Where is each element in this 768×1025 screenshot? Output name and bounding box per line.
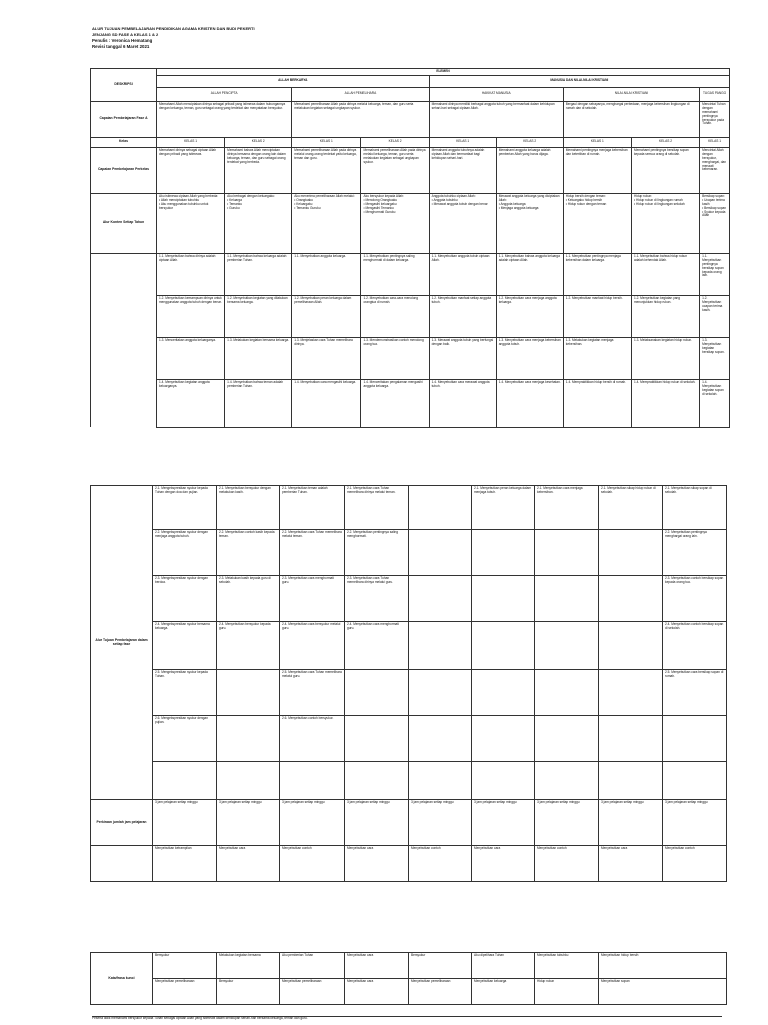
tujuan2-cell: 2.5. Menyebutkan cara Tuhan memelihara melalui guru. bbox=[280, 670, 345, 716]
kelas-cell: KELAS 2 bbox=[225, 137, 292, 147]
tujuan2-cell bbox=[409, 530, 472, 576]
row-label-tujuan-blank bbox=[91, 253, 157, 427]
kunci-cell: Melakukan kegiatan bersama bbox=[217, 953, 280, 979]
tujuan-cell: 1.3. Merawat anggota tubuh yang berfungsi dengan baik. bbox=[429, 337, 496, 379]
kata-cell: Menyebutkan cara bbox=[217, 846, 280, 882]
tujuan-cell: 1.4. Menyebutkan kegiatan sopan di sekolah. bbox=[700, 379, 730, 427]
tujuan2-cell: 2.1. Mengekspresikan syukur kepada Tuhan dengan doa dan pujian. bbox=[153, 486, 217, 530]
tujuan2-cell bbox=[409, 670, 472, 716]
tujuan2-cell: 2.6. Mengekspresikan syukur dengan pujian. bbox=[153, 716, 217, 762]
sub-hakikat-manusia: HAKIKAT MANUSIA bbox=[429, 87, 563, 101]
cpk-cell: Memahami bahwa Allah menciptakan dirinya bersama dengan orang lain dalam keluarga, teman, dan guru sebagai orang terdekat yang berbeda. bbox=[225, 147, 292, 193]
kata-cell: Menyebutkan cara bbox=[345, 846, 409, 882]
tujuan-cell: 1.2. Menyebutkan kegiatan yang dilakukan bersama keluarga. bbox=[225, 295, 292, 337]
jam-cell: 3 jam pelajaran setiap minggu bbox=[153, 800, 217, 846]
tujuan-cell: 1.1. Menyebutkan anggota keluarga. bbox=[292, 253, 361, 295]
tujuan2-cell: 2.2. Mengekspresikan syukur dengan menjaga anggota tubuh. bbox=[153, 530, 217, 576]
jam-cell: 3 jam pelajaran setiap minggu bbox=[345, 800, 409, 846]
cpk-cell: Memahami pemeliharaan Allah pada dirinya melalui orang-orang terdekat yaitu keluarga, teman dan guru. bbox=[292, 147, 361, 193]
kelas-cell: KELAS 1 bbox=[292, 137, 361, 147]
kunci-cell: Menyebutkan sopan bbox=[599, 979, 727, 1005]
tujuan2-cell: 2.2. Menyebutkan pentingnya saling menghormati. bbox=[345, 530, 409, 576]
kunci-cell: Menyebutkan pemeliharaan bbox=[280, 979, 345, 1005]
tujuan-cell: 1.2. Menyebutkan kemampuan dirinya untuk menggunakan anggota tubuh dengan benar. bbox=[157, 295, 225, 337]
kunci-cell: Aku dipelihara Tuhan bbox=[472, 953, 535, 979]
tujuan2-cell bbox=[153, 762, 217, 800]
tujuan2-cell bbox=[535, 670, 599, 716]
row-label-kelas: Kelas bbox=[91, 137, 157, 147]
tujuan2-cell bbox=[472, 670, 535, 716]
tujuan2-cell: 2.3. Menyebutkan cara menghormati guru. bbox=[280, 576, 345, 622]
row-label-alur-konten: Alur Konten Setiap Tahun bbox=[91, 193, 157, 253]
atp-table-part-2 bbox=[90, 485, 727, 882]
tujuan2-cell: 2.2. Menyebutkan contoh kasih kepada teman. bbox=[217, 530, 280, 576]
tujuan-cell: 1.1. Menyebutkan pentingnya bersikap sopan kepada orang lain. bbox=[700, 253, 730, 295]
tujuan-cell: 1.3. Melakukan kegiatan bersama keluarga. bbox=[225, 337, 292, 379]
kelas-cell: KELAS 2 bbox=[631, 137, 699, 147]
cpk-cell: Mencintai Allah dengan bersyukur, menghargai, dan menaati kebenaran. bbox=[700, 147, 730, 193]
row-label-alur-tujuan: Alur Tujuan Pembelajaran dalam setiap fase bbox=[91, 486, 153, 800]
tujuan2-cell bbox=[663, 716, 727, 762]
kunci-cell: Bersyukur bbox=[409, 953, 472, 979]
row-label-capaian-fase: Capaian Pembelajaran Fase A bbox=[91, 101, 157, 137]
footer-description: Peserta didik memahami bersyukur kepada Tuhan sebagai ciptaan Allah yang istimewa dalam kehidupan sehari-hari bersama keluarga, teman dan guru. bbox=[92, 1016, 722, 1025]
tujuan-cell: 1.2. Menyebutkan cara-cara menolong orangtua di rumah. bbox=[361, 295, 429, 337]
tujuan2-cell bbox=[472, 530, 535, 576]
tujuan2-cell: 2.3. Menyebutkan contoh bersikap sopan kepada orang tua. bbox=[663, 576, 727, 622]
cp-cell: Mencintai Tuhan dengan memahami pentingnya bersyukur pada Tuhan. bbox=[700, 101, 730, 137]
tujuan2-cell bbox=[599, 576, 663, 622]
cpk-cell: Memahami anggota keluarga adalah pemberian Allah yang harus dijaga. bbox=[496, 147, 563, 193]
tujuan2-cell bbox=[599, 670, 663, 716]
kata-cell: Menyebutkan contoh bbox=[280, 846, 345, 882]
tujuan-cell: 1.2. Menyebutkan manfaat setiap anggota tubuh. bbox=[429, 295, 496, 337]
tujuan2-cell bbox=[217, 762, 280, 800]
jam-cell: 3 jam pelajaran setiap minggu bbox=[280, 800, 345, 846]
tujuan-cell: 1.4. Menyebutkan cara mengasihi keluarga. bbox=[292, 379, 361, 427]
tujuan-cell: 1.3. Melakukan kegiatan menjaga kebersihan. bbox=[563, 337, 631, 379]
tujuan2-cell: 2.2. Menyebutkan cara Tuhan memelihara melalui teman. bbox=[280, 530, 345, 576]
tujuan2-cell bbox=[535, 716, 599, 762]
cpk-cell: Memahami pemeliharaan Allah pada dirinya melalui keluarga, teman, guru serta melakukan kegiatan sebagai ungkapan syukur. bbox=[361, 147, 429, 193]
kelas-cell: KELAS 2 bbox=[496, 137, 563, 147]
tujuan-cell: 1.3. Menceritakan anggota keluarganya. bbox=[157, 337, 225, 379]
kunci-cell: Menyebutkan keluarga bbox=[472, 979, 535, 1005]
kata-cell: Menyebutkan contoh bbox=[535, 846, 599, 882]
tujuan-cell: 1.1. Menyebutkan pentingnya menjaga kebersihan dalam keluarga. bbox=[563, 253, 631, 295]
kunci-cell: Menyebutkan cara bbox=[345, 979, 409, 1005]
tujuan2-cell: 2.6. Menyebutkan contoh bersyukur. bbox=[280, 716, 345, 762]
tujuan2-cell bbox=[409, 762, 472, 800]
tujuan2-cell bbox=[217, 670, 280, 716]
deskripsi-header: DESKRIPSI bbox=[91, 69, 157, 102]
tujuan2-cell bbox=[409, 486, 472, 530]
tujuan2-cell: 2.3. Melakukan kasih kepada guru di sekolah. bbox=[217, 576, 280, 622]
tujuan2-cell bbox=[472, 622, 535, 670]
konten-cell: Bersikap sopan: • Ucapan terima kasih • Bersikap sopan • Syukur kepada Allah bbox=[700, 193, 730, 253]
kelas-cell: KELAS 1 bbox=[157, 137, 225, 147]
sub-allah-pencipta: ALLAH PENCIPTA bbox=[157, 87, 292, 101]
header-author: Penulis : Veronica Hematang bbox=[92, 38, 153, 43]
tujuan2-cell bbox=[663, 762, 727, 800]
konten-cell: Anggota tubuhku ciptaan Allah: • Anggota tubuhku • Merawat anggota tubuh dengan benar bbox=[429, 193, 496, 253]
tujuan2-cell: 2.3. Mengekspresikan syukur dengan berdoa. bbox=[153, 576, 217, 622]
tujuan-cell: 1.3. Melaksanakan kegiatan hidup rukun. bbox=[631, 337, 699, 379]
tujuan-cell: 1.1. Menyebutkan pentingnya saling menghormati di dalam keluarga. bbox=[361, 253, 429, 295]
tujuan2-cell: 2.4. Menyebutkan cara bersyukur melalui guru. bbox=[280, 622, 345, 670]
kelas-cell: KELAS 1 bbox=[429, 137, 496, 147]
sub-nilai-kristiani: NILAI-NILAI KRISTIANI bbox=[563, 87, 699, 101]
kunci-cell: Menyebutkan pemeliharaan bbox=[153, 979, 217, 1005]
tujuan2-cell: 2.1. Menyebutkan sikap hidup rukun di sekolah. bbox=[599, 486, 663, 530]
kata-cell: Menyebutkan cara bbox=[599, 846, 663, 882]
tujuan2-cell bbox=[599, 716, 663, 762]
tujuan2-cell bbox=[599, 622, 663, 670]
tujuan-cell: 1.2. Menyebutkan peran keluarga dalam pemeliharaan Allah. bbox=[292, 295, 361, 337]
tujuan2-cell: 2.1. Menyebutkan cara Tuhan memelihara dirinya melalui teman. bbox=[345, 486, 409, 530]
tujuan-cell: 1.3. Menyebutkan cara menjaga kebersihan anggota tubuh. bbox=[496, 337, 563, 379]
kunci-cell: Bersyukur bbox=[217, 979, 280, 1005]
kelas-cell: KELAS 1 bbox=[563, 137, 631, 147]
tujuan2-cell: 2.5. Menyebutkan cara bersikap sopan di rumah. bbox=[663, 670, 727, 716]
row-label-jam-pelajaran: Perkiraan jumlah jam pelajaran bbox=[91, 800, 153, 846]
tujuan2-cell bbox=[535, 622, 599, 670]
kunci-cell: Menyebutkan cara bbox=[345, 953, 409, 979]
header-title: ALUR TUJUAN PEMBELAJARAN PENDIDIKAN AGAMA KRISTEN DAN BUDI PEKERTI bbox=[92, 26, 255, 31]
cpk-cell: Memahami anggota tubuhnya adalah ciptaan Allah dan bermanfaat bagi kehidupan sehari-hari. bbox=[429, 147, 496, 193]
tujuan2-cell bbox=[217, 716, 280, 762]
tujuan-cell: 1.3. Menyebutkan kegiatan bersikap sopan. bbox=[700, 337, 730, 379]
kelas-cell: KELAS 1 bbox=[700, 137, 730, 147]
cp-cell: Memahami Allah menciptakan dirinya sebagai pribadi yang istimewa dalam hubungannya dengan keluarga, teman, guru sebagai orang yang terdekat dan menyatakan bersyukur. bbox=[157, 101, 292, 137]
tujuan2-cell bbox=[472, 576, 535, 622]
jam-cell: 3 jam pelajaran setiap minggu bbox=[663, 800, 727, 846]
tujuan-cell: 1.2. Menyebutkan ucapan terima kasih. bbox=[700, 295, 730, 337]
tujuan-cell: 1.3. Menjelaskan cara Tuhan memelihara dirinya. bbox=[292, 337, 361, 379]
kunci-cell: Hidup rukun bbox=[535, 979, 599, 1005]
tujuan2-cell bbox=[345, 670, 409, 716]
tujuan-cell: 1.4. Menyebutkan cara menjaga kesehatan. bbox=[496, 379, 563, 427]
tujuan2-cell: 2.3. Menyebutkan cara Tuhan memelihara dirinya melalui guru. bbox=[345, 576, 409, 622]
kata-cell: Menyebutkan cara bbox=[472, 846, 535, 882]
tujuan2-cell: 2.2. Menyebutkan pentingnya menghargai orang lain. bbox=[663, 530, 727, 576]
tujuan2-cell bbox=[280, 762, 345, 800]
jam-cell: 3 jam pelajaran setiap minggu bbox=[599, 800, 663, 846]
tujuan-cell: 1.2. Menyebutkan kegiatan yang menunjukkan hidup rukun. bbox=[631, 295, 699, 337]
tujuan2-cell bbox=[535, 762, 599, 800]
tujuan2-cell bbox=[345, 716, 409, 762]
konten-cell: Hidup rukun: • Hidup rukun di lingkungan rumah • Hidup rukun di lingkungan sekolah bbox=[631, 193, 699, 253]
cpk-cell: Memahami dirinya sebagai ciptaan Allah dengan pribadi yang istimewa. bbox=[157, 147, 225, 193]
tujuan-cell: 1.1. Menyebutkan anggota tubuh ciptaan Allah. bbox=[429, 253, 496, 295]
elemen-header: ELEMEN bbox=[157, 69, 730, 76]
tujuan-cell: 1.4. Mempraktikkan hidup rukun di sekolah. bbox=[631, 379, 699, 427]
header-revision: Revisi tanggal 6 Maret 2021 bbox=[92, 44, 150, 49]
kata-cell: Menyebutkan contoh bbox=[663, 846, 727, 882]
cp-cell: Memahami dirinya memiliki berbagai anggota tubuh yang bermanfaat dalam kehidupan sehari-hari sebagai ciptaan Allah. bbox=[429, 101, 563, 137]
cp-cell: Memahami pemeliharaan Allah pada dirinya melalui keluarga, teman, dan guru serta melakukan kegiatan sebagai ungkapan syukur. bbox=[292, 101, 429, 137]
tujuan-cell: 1.1. Menyebutkan bahwa keluarga adalah pemberian Tuhan. bbox=[225, 253, 292, 295]
tujuan-cell: 1.2. Menyebutkan cara menjaga anggota keluarga. bbox=[496, 295, 563, 337]
tujuan2-cell bbox=[472, 762, 535, 800]
cp-cell: Bergaul dengan sebayanya, menghargai perbedaan, menjaga kebersihan lingkungan di rumah dan di sekolah. bbox=[563, 101, 699, 137]
atp-table-part-3 bbox=[90, 952, 727, 1005]
tujuan2-cell: 2.1. Menyebutkan peran keluarga dalam menjaga tubuh. bbox=[472, 486, 535, 530]
atp-table-part-1 bbox=[90, 68, 730, 428]
cpk-cell: Memahami pentingnya bersikap sopan kepada semua orang di sekolah. bbox=[631, 147, 699, 193]
kunci-cell: Aku pemberian Tuhan bbox=[280, 953, 345, 979]
row-label-blank bbox=[91, 846, 153, 882]
konten-cell: Aku bersyukur kepada Allah: • Menolong Orangtuaku • Mengasihi keluargaku • Mengasihi Temanku • Menghormati Guruku bbox=[361, 193, 429, 253]
konten-cell: Aku menerima pemeliharaan Allah melalui: • Orangtuaku • Keluargaku • Temanku Guruku bbox=[292, 193, 361, 253]
tujuan2-cell bbox=[345, 762, 409, 800]
tujuan2-cell bbox=[535, 576, 599, 622]
row-label-kata-kunci: Kata/frasa kunci bbox=[91, 953, 153, 1005]
tujuan2-cell bbox=[409, 716, 472, 762]
kunci-cell: Bersyukur bbox=[153, 953, 217, 979]
tujuan-cell: 1.4. Menyebutkan cara merawat anggota tubuh. bbox=[429, 379, 496, 427]
konten-cell: Hidup bersih dengan teman: • Keluargaku hidup bersih • Hidup rukun dengan teman bbox=[563, 193, 631, 253]
jam-cell: 3 jam pelajaran setiap minggu bbox=[535, 800, 599, 846]
tujuan2-cell bbox=[409, 622, 472, 670]
kata-cell: Menyebutkan ketrampilan bbox=[153, 846, 217, 882]
tujuan-cell: 1.1. Menyebutkan bahwa anggota keluarga adalah ciptaan Allah. bbox=[496, 253, 563, 295]
tujuan-cell: 1.4. Menyebutkan bahwa teman adalah pemberian Tuhan. bbox=[225, 379, 292, 427]
tujuan-cell: 1.4. Mempraktikkan hidup bersih di rumah. bbox=[563, 379, 631, 427]
tujuan2-cell: 2.1. Menyebutkan teman adalah pemberian Tuhan. bbox=[280, 486, 345, 530]
tujuan2-cell bbox=[472, 716, 535, 762]
tujuan2-cell bbox=[535, 530, 599, 576]
tujuan-cell: 1.2. Menyebutkan manfaat hidup bersih. bbox=[563, 295, 631, 337]
konten-cell: Aku istimewa ciptaan Allah yang berbeda: • Allah menciptakan tubuhku • Aku menggunakan tubuhku untuk bersyukur bbox=[157, 193, 225, 253]
tujuan-cell: 1.4. Menceritakan pengalaman mengasihi anggota keluarga. bbox=[361, 379, 429, 427]
kunci-cell: Menyebutkan pemeliharaan bbox=[409, 979, 472, 1005]
tujuan-cell: 1.1. Menyebutkan bahwa hidup rukun adalah kehendak Allah. bbox=[631, 253, 699, 295]
tujuan2-cell: 2.4. Mengekspresikan syukur bersama keluarga. bbox=[153, 622, 217, 670]
group-allah-berkarya: ALLAH BERKARYA bbox=[157, 75, 430, 87]
group-manusia-nilai: MANUSIA DAN NILAI-NILAI KRISTIANI bbox=[429, 75, 729, 87]
tujuan2-cell: 2.4. Menyebutkan cara menghormati guru. bbox=[345, 622, 409, 670]
tujuan2-cell: 2.4. Menyebutkan bersyukur kepada guru. bbox=[217, 622, 280, 670]
sub-tugas-panggilan: TUGAS PANGG bbox=[700, 87, 730, 101]
kunci-cell: Menyebutkan tubuhku bbox=[535, 953, 599, 979]
tujuan2-cell bbox=[599, 530, 663, 576]
tujuan2-cell: 2.1. Menyebutkan sikap sopan di sekolah. bbox=[663, 486, 727, 530]
tujuan2-cell bbox=[409, 576, 472, 622]
tujuan-cell: 1.1. Menyebutkan bahwa dirinya adalah ciptaan Allah. bbox=[157, 253, 225, 295]
tujuan2-cell: 2.5. Mengekspresikan syukur kepada Tuhan. bbox=[153, 670, 217, 716]
tujuan2-cell: 2.1. Menyebutkan cara menjaga kebersihan. bbox=[535, 486, 599, 530]
kunci-cell: Menyebutkan hidup bersih bbox=[599, 953, 727, 979]
kata-cell: Menyebutkan contoh bbox=[409, 846, 472, 882]
tujuan2-cell: 2.4. Menyebutkan contoh bersikap sopan di sekolah. bbox=[663, 622, 727, 670]
tujuan2-cell bbox=[599, 762, 663, 800]
jam-cell: 3 jam pelajaran setiap minggu bbox=[409, 800, 472, 846]
jam-cell: 3 jam pelajaran setiap minggu bbox=[472, 800, 535, 846]
cpk-cell: Memahami pentingnya menjaga kebersihan dan ketertiban di rumah. bbox=[563, 147, 631, 193]
sub-allah-pemelihara: ALLAH PEMELIHARA bbox=[292, 87, 429, 101]
row-label-capaian-perkelas: Capaian Pembelajaran Perkelas bbox=[91, 147, 157, 193]
jam-cell: 3 jam pelajaran setiap minggu bbox=[217, 800, 280, 846]
header-subtitle: JENJANG SD FASE A KELAS 1 & 2 bbox=[92, 32, 159, 37]
konten-cell: Merawat anggota keluarga yang diciptakan Allah: • Anggota keluarga • Menjaga anggota keluarga bbox=[496, 193, 563, 253]
tujuan2-cell: 2.1. Menyebutkan bersyukur dengan melakukan kasih. bbox=[217, 486, 280, 530]
document-header bbox=[92, 26, 255, 50]
konten-cell: Aku berbagai dengan keluargaku: • Keluarga • Temanku • Guruku bbox=[225, 193, 292, 253]
tujuan-cell: 1.4. Menyebutkan kegiatan anggota keluarganya. bbox=[157, 379, 225, 427]
kelas-cell: KELAS 2 bbox=[361, 137, 429, 147]
tujuan-cell: 1.3. Mendemonstrasikan contoh menolong orang tua. bbox=[361, 337, 429, 379]
